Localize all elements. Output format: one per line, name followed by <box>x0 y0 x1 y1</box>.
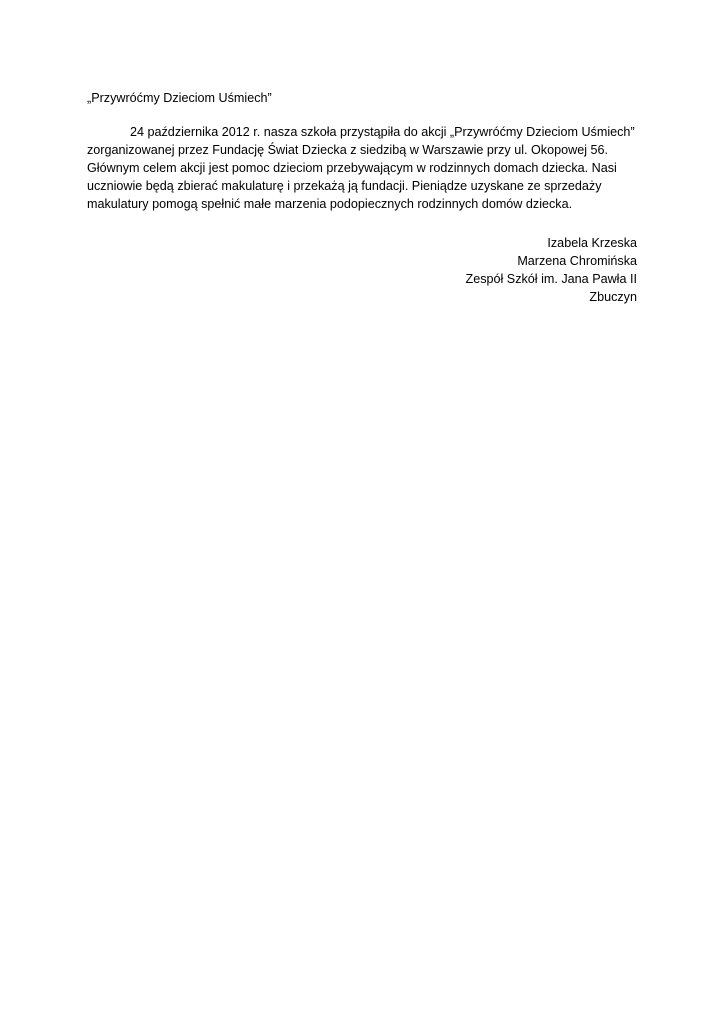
signature-town: Zbuczyn <box>589 290 637 304</box>
paragraph-line: zorganizowanej przez Fundację Świat Dziecka z siedzibą w Warszawie przy ul. Okopowej 56. <box>87 143 608 157</box>
paragraph-line: Głównym celem akcji jest pomoc dzieciom przebywającym w rodzinnych domach dziecka. Nasi <box>87 161 617 175</box>
signature-author-1: Izabela Krzeska <box>547 236 637 250</box>
body-paragraph <box>87 123 647 213</box>
paragraph-line: 24 października 2012 r. nasza szkoła przystąpiła do akcji „Przywróćmy Dzieciom Uśmiech” <box>130 125 635 139</box>
signature-school: Zespół Szkół im. Jana Pawła II <box>465 272 637 286</box>
signature-author-2: Marzena Chromińska <box>517 254 637 268</box>
document-title: „Przywróćmy Dzieciom Uśmiech” <box>87 91 272 105</box>
paragraph-line: makulatury pomogą spełnić małe marzenia podopiecznych rodzinnych domów dziecka. <box>87 197 573 211</box>
paragraph-line: uczniowie będą zbierać makulaturę i przekażą ją fundacji. Pieniądze uzyskane ze sprzedaży <box>87 179 602 193</box>
signature-block <box>466 234 638 306</box>
